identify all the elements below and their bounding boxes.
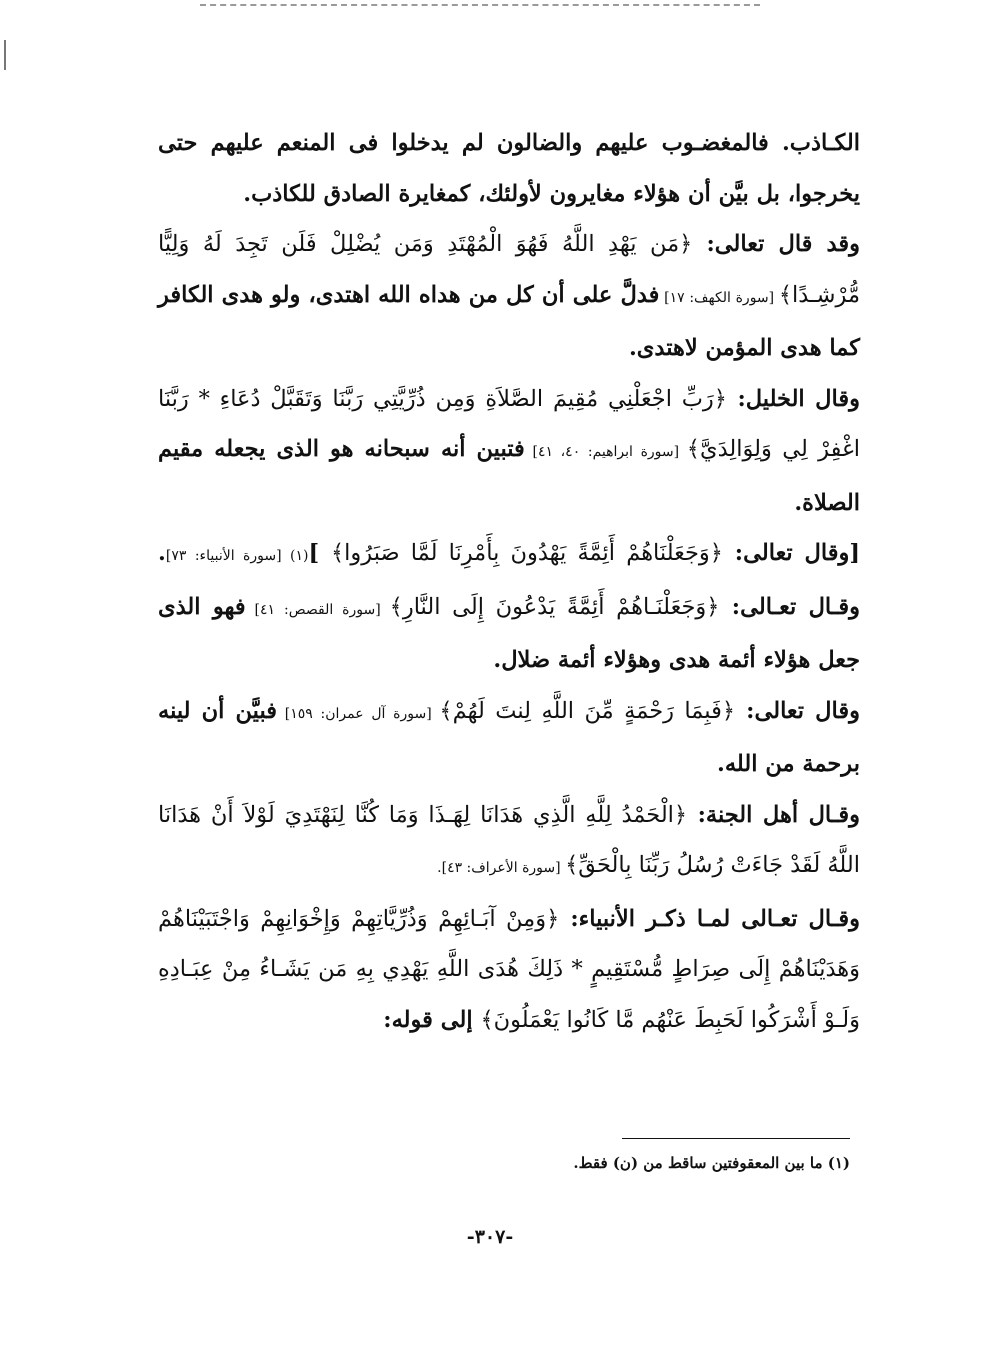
paragraph-text: وقـال أهل الجنة: <box>687 801 860 828</box>
paragraph-text: فبيَّن أن لينه برحمة من الله. <box>158 697 860 777</box>
quran-verse: ﴿رَبِّ اجْعَلْنِي مُقِيمَ الصَّلاَةِ وَمِن ذُرِّيَّتِي رَبَّنَا وَتَقَبَّلْ دُعَاءِ * رَبَّنَا اغْفِرْ لِي وَلِوَالِدَيَّ﴾ <box>158 385 860 462</box>
paragraph <box>158 894 860 1046</box>
quran-verse: ﴿فَبِمَا رَحْمَةٍ مِّنَ اللَّهِ لِنتَ لَهُمْ﴾ <box>439 697 736 724</box>
paragraph-text: الكـاذب. فالمغضـوب عليهم والضالون لم يدخلوا فى المنعم عليهم حتى يخرجوا، بل بيَّن أن هؤلاء مغايرون لأولئك، كمغايرة الصادق للكاذب. <box>158 130 860 207</box>
quran-verse: ﴿وَجَعَلْنَاهُمْ أَئِمَّةً يَهْدُونَ بِأَمْرِنَا لَمَّا صَبَرُوا﴾ <box>330 540 723 566</box>
paragraph <box>158 686 860 790</box>
quran-verse: ﴿وَجَعَلْنَـاهُمْ أَئِمَّةً يَدْعُونَ إِلَى النَّارِ﴾ <box>389 593 720 620</box>
paragraph-text: فدلَّ على أن كل من هداه الله اهتدى، ولو هدى الكافر كما هدى المؤمن لاهتدى. <box>158 281 860 361</box>
paragraph-text: [وقال تعالى: <box>722 540 861 566</box>
paragraph <box>158 528 860 686</box>
paragraph-text: وقال الخليل: <box>726 385 860 412</box>
scan-top-edge-line <box>200 4 760 6</box>
paragraph-text: فتبين أنه سبحانه هو الذى يجعله مقيم الصلاة. <box>158 436 860 516</box>
paragraph-text: . وقـال تعـالى: <box>158 540 860 620</box>
quran-verse: ﴿الْحَمْدُ لِلَّهِ الَّذِي هَدَانَا لِهَـذَا وَمَا كُنَّا لِنَهْتَدِيَ لَوْلاَ أَنْ هَدَانَا اللَّهُ لَقَدْ جَاءَتْ رُسُلُ رَبِّنَا بِالْحَقِّ﴾ <box>158 801 860 878</box>
footnote-separator-line <box>622 1138 850 1139</box>
paragraph-text: وقال تعالى: <box>735 697 861 724</box>
paragraph <box>158 374 860 529</box>
paragraph <box>158 790 860 894</box>
verse-reference: [سورة ابراهيم: ٤٠، ٤١] <box>524 444 687 460</box>
verse-reference: [سورة القصص: ٤١] <box>245 601 390 618</box>
paragraph-text: إلى قوله: <box>383 1006 481 1033</box>
paragraph-text: وقـال تعـالى لمـا ذكـر الأنبياء: <box>559 905 860 932</box>
verse-reference: [سورة الكهف: ١٧] <box>659 289 779 306</box>
verse-reference: [سورة آل عمران: ١٥٩] <box>277 705 440 722</box>
paragraph-text: ] <box>308 540 331 566</box>
verse-reference: [سورة الأعراف: ٤٣]. <box>437 860 566 876</box>
paragraph <box>158 219 860 374</box>
footnote: (١) ما بين المعقوفتين ساقط من (ن) فقط. <box>573 1154 850 1172</box>
page-number: -٣٠٧- <box>466 1226 514 1248</box>
paragraph <box>158 118 860 219</box>
scan-left-edge-mark <box>4 40 6 70</box>
main-body-text <box>158 118 860 1045</box>
paragraph-text: فهو الذى جعل هؤلاء أئمة هدى وهؤلاء أئمة ضلال. <box>158 593 860 673</box>
quran-verse: ﴿مَن يَهْدِ اللَّهُ فَهُوَ الْمُهْتَدِ وَمَن يُضْلِلْ فَلَن تَجِدَ لَهُ وَلِيًّا مُّرْشِـدًا﴾ <box>158 231 860 308</box>
quran-verse: ﴿وَمِنْ آبَـائِهِمْ وَذُرِّيَّاتِهِمْ وَإِخْوَانِهِمْ وَاجْتَبَيْنَاهُمْ وَهَدَيْنَاهُمْ إِلَى صِرَاطٍ مُّسْتَقِيمٍ * ذَلِكَ هُدَى اللَّهِ يَهْدِي بِهِ مَن يَشَـاءُ مِنْ عِبَـادِهِ وَلَـوْ أَشْرَكُوا لَحَبِطَ عَنْهُم مَّا كَانُوا يَعْمَلُونَ﴾ <box>158 905 860 1033</box>
verse-reference: (١) [سورة الأنبياء: ٧٣] <box>165 548 309 564</box>
paragraph-text: وقد قال تعالى: <box>692 231 860 257</box>
